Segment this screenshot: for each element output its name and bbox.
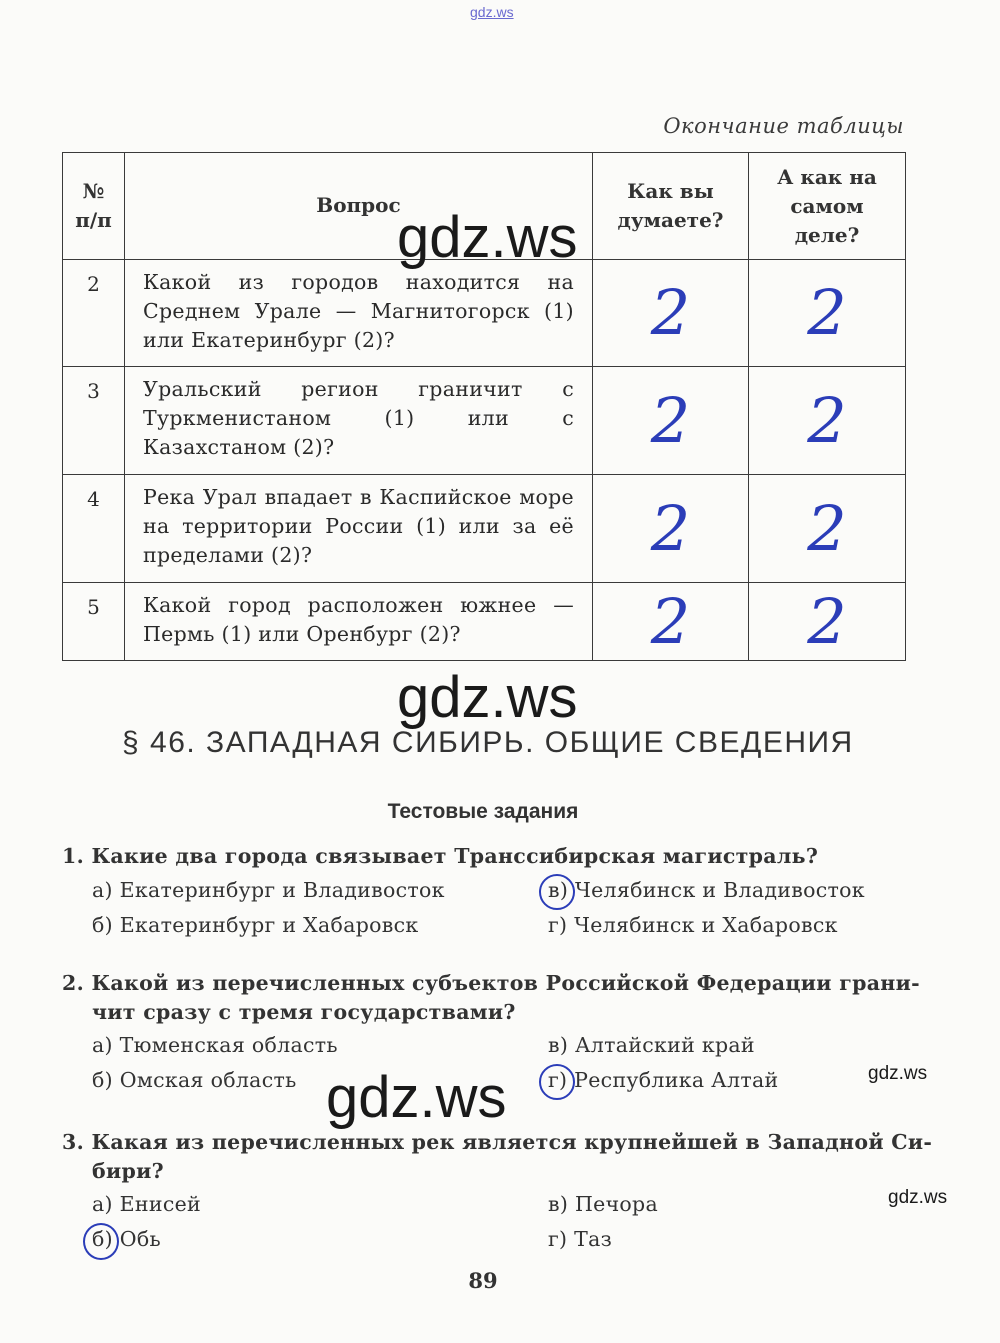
row-question: Какой город расположен южнее — Пермь (1) или Оренбург (2)? — [125, 583, 593, 661]
handwritten-answer: 2 — [650, 276, 691, 349]
handwritten-answer: 2 — [807, 491, 847, 565]
handwritten-answer: 2 — [650, 584, 691, 658]
option-g: г) Республика Алтай — [548, 1068, 779, 1092]
handwritten-answer: 2 — [807, 276, 847, 349]
header-question: Вопрос — [125, 153, 593, 260]
option-b: б) Омская область — [92, 1068, 297, 1092]
row-guess — [593, 583, 749, 661]
row-actual — [749, 475, 906, 583]
watermark-large: gdz.ws — [397, 665, 578, 730]
option-v: в) Алтайский край — [548, 1033, 755, 1057]
page-number: 89 — [468, 1268, 498, 1293]
watermark-large: gdz.ws — [397, 205, 578, 270]
handwritten-answer: 2 — [807, 584, 847, 658]
section-title: § 46. ЗАПАДНАЯ СИБИРЬ. ОБЩИЕ СВЕДЕНИЯ — [122, 726, 854, 759]
header-number: № п/п — [63, 153, 125, 260]
option-g: г) Таз — [548, 1227, 613, 1251]
option-v: в) Челябинск и Владивосток — [548, 878, 865, 902]
row-actual — [749, 367, 906, 475]
question-3-line-2: бири? — [92, 1159, 164, 1183]
option-b: б) Екатеринбург и Хабаровск — [92, 913, 419, 937]
table-row — [63, 475, 906, 583]
option-a: а) Тюменская область — [92, 1033, 338, 1057]
watermark-large: gdz.ws — [326, 1065, 507, 1130]
row-guess — [593, 475, 749, 583]
row-actual — [749, 583, 906, 661]
table-row — [63, 583, 906, 661]
row-actual — [749, 260, 906, 367]
row-question: Река Урал впадает в Каспийское море на территории России (1) или за её пределами (2)? — [125, 475, 593, 583]
subheading: Тестовые задания — [387, 800, 579, 823]
watermark-small: gdz.ws — [868, 1063, 928, 1084]
row-number: 2 — [63, 260, 125, 367]
watermark-small: gdz.ws — [888, 1187, 948, 1208]
row-guess — [593, 367, 749, 475]
handwritten-answer: 2 — [650, 491, 691, 565]
option-a: а) Енисей — [92, 1192, 202, 1216]
question-3-line-1: 3. Какая из перечисленных рек является крупнейшей в Западной Си- — [62, 1130, 933, 1154]
answer-circle-mark — [539, 1064, 575, 1100]
question-2-line-1: 2. Какой из перечисленных субъектов Российской Федерации грани- — [62, 971, 920, 995]
header-guess: Как вы думаете? — [593, 153, 749, 260]
option-b: б) Обь — [92, 1227, 161, 1251]
question-2-line-2: чит сразу с тремя государствами? — [92, 1000, 516, 1024]
handwritten-answer: 2 — [650, 383, 691, 457]
option-v: в) Печора — [548, 1192, 659, 1216]
header-actual: А как на самом деле? — [749, 153, 906, 260]
row-number: 4 — [63, 475, 125, 583]
row-number: 5 — [63, 583, 125, 661]
question-1: 1. Какие два города связывает Транссибирская магистраль? — [62, 844, 819, 868]
row-number: 3 — [63, 367, 125, 475]
answer-circle-mark — [83, 1223, 119, 1260]
table-row — [63, 260, 906, 367]
handwritten-answer: 2 — [807, 383, 847, 457]
row-question: Уральский регион граничит с Туркменистаном (1) или с Казахстаном (2)? — [125, 367, 593, 475]
option-a: а) Екатеринбург и Владивосток — [92, 878, 445, 902]
table-caption: Окончание таблицы — [663, 114, 904, 138]
answer-circle-mark — [539, 874, 575, 910]
row-guess — [593, 260, 749, 367]
table-row — [63, 367, 906, 475]
option-g: г) Челябинск и Хабаровск — [548, 913, 838, 937]
row-question: Какой из городов находится на Среднем Урале — Магнитогорск (1) или Екатеринбург (2)? — [125, 260, 593, 367]
watermark-top: gdz.ws — [470, 4, 514, 20]
